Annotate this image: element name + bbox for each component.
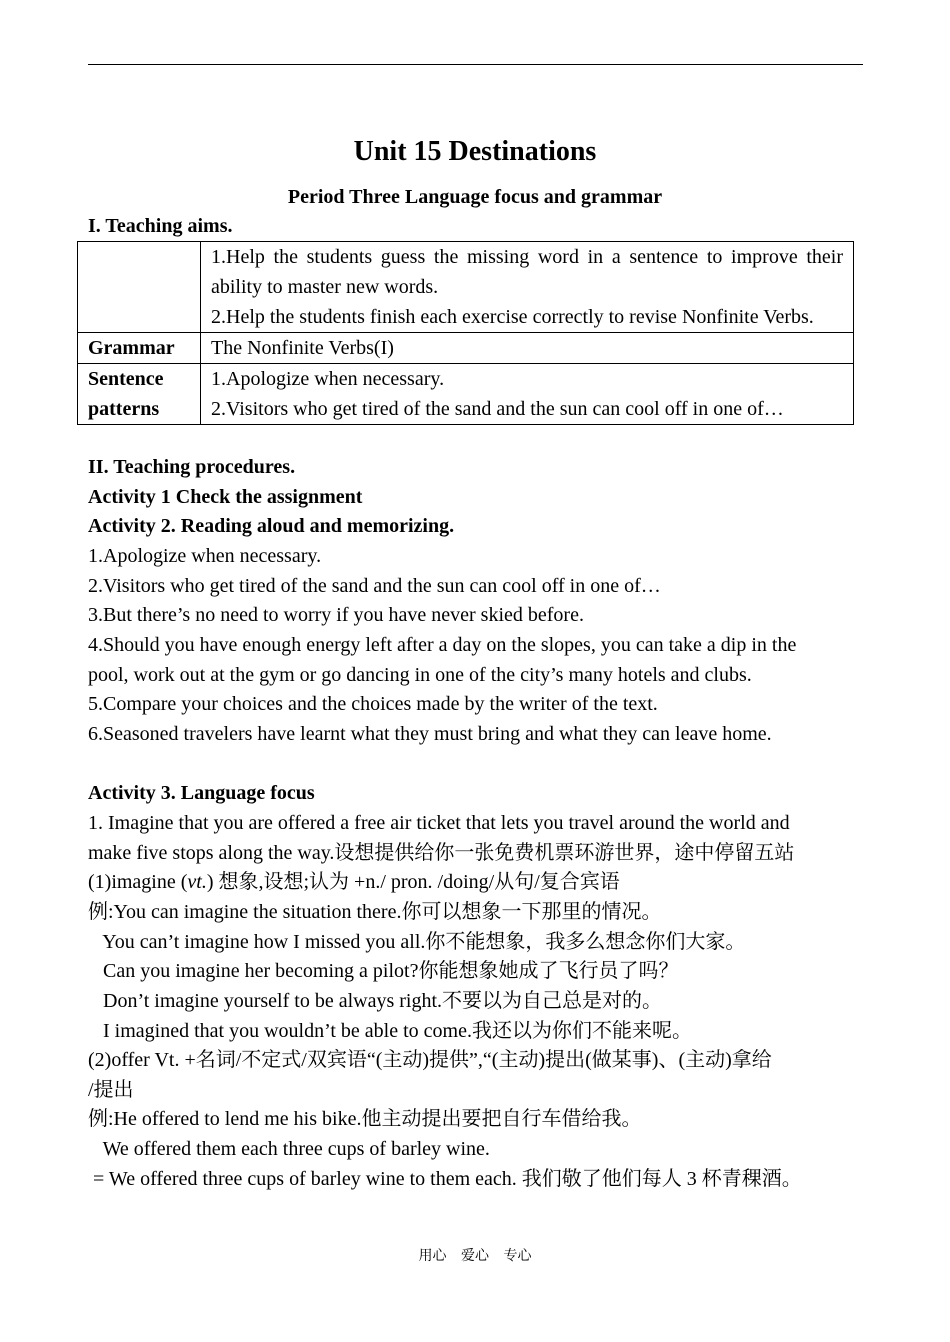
row-content-grammar: The Nonfinite Verbs(I) — [201, 333, 854, 364]
imagine-heading — [88, 867, 620, 897]
offer-heading: (2)offer Vt. +名词/不定式/双宾语“(主动)提供”,“(主动)提出(做某事)、(主动)拿给 — [88, 1049, 772, 1071]
page-subtitle: Period Three Language focus and grammar — [287, 186, 663, 208]
section-teaching-procedures: II. Teaching procedures. — [88, 456, 296, 478]
page-title: Unit 15 Destinations — [353, 136, 597, 167]
sentence-item: 3.But there’s no need to worry if you have never skied before. — [88, 604, 584, 626]
example-line: Don’t imagine yourself to be always right.不要以为自己总是对的。 — [88, 990, 663, 1012]
page-footer: 用心 爱心 专心 — [418, 1248, 532, 1264]
example-line: I imagined that you wouldn’t be able to come.我还以为你们不能来呢。 — [88, 1020, 692, 1042]
row-content-sentence-patterns — [201, 364, 854, 425]
row-label-sentence-patterns — [78, 364, 201, 425]
activity-1-heading: Activity 1 Check the assignment — [88, 486, 363, 508]
teaching-aims-table — [77, 241, 854, 425]
offer-heading-continued: /提出 — [88, 1079, 134, 1101]
table-row — [78, 333, 854, 364]
objective-item: 1.Help the students guess the missing word in a sentence to improve their ability to master new words. — [211, 246, 843, 298]
row-label-grammar: Grammar — [78, 333, 201, 364]
sentence-item: 1.Apologize when necessary. — [88, 545, 322, 567]
objective-item: 2.Help the students finish each exercise correctly to revise Nonfinite Verbs. — [211, 306, 814, 328]
example-line: 例:You can imagine the situation there.你可以想象一下那里的情况。 — [88, 901, 662, 923]
sentence-item: 2.Visitors who get tired of the sand and the sun can cool off in one of… — [88, 575, 661, 597]
imagine-heading-pre: (1)imagine ( — [88, 871, 188, 893]
sentence-item: 6.Seasoned travelers have learnt what they must bring and what they can leave home. — [88, 723, 772, 745]
imagine-heading-post: ) 想象,设想;认为 +n./ pron. /doing/从句/复合宾语 — [206, 871, 620, 893]
sentence-item: 4.Should you have enough energy left after a day on the slopes, you can take a dip in the — [88, 634, 797, 656]
header-rule — [88, 64, 863, 65]
label-line: Sentence — [88, 368, 164, 390]
pattern-item: 1.Apologize when necessary. — [211, 368, 445, 390]
focus-intro-line: 1. Imagine that you are offered a free air ticket that lets you travel around the world and — [88, 812, 790, 834]
pattern-item: 2.Visitors who get tired of the sand and the sun can cool off in one of… — [211, 398, 784, 420]
focus-intro-line: make five stops along the way.设想提供给你一张免费机票环游世界，途中停留五站 — [88, 842, 795, 864]
example-line: You can’t imagine how I missed you all.你不能想象，我多么想念你们大家。 — [88, 931, 746, 953]
example-line: = We offered three cups of barley wine to them each. 我们敬了他们每人 3 杯青稞酒。 — [88, 1168, 802, 1190]
row-label-empty — [78, 242, 201, 333]
imagine-heading-pos: vt. — [187, 871, 207, 893]
table-row — [78, 242, 854, 333]
activity-2-heading: Activity 2. Reading aloud and memorizing. — [88, 515, 455, 537]
sentence-item: 5.Compare your choices and the choices made by the writer of the text. — [88, 693, 658, 715]
example-line: Can you imagine her becoming a pilot?你能想象她成了飞行员了吗？ — [88, 960, 679, 982]
table-row — [78, 364, 854, 425]
label-line: patterns — [88, 398, 160, 420]
example-line: We offered them each three cups of barley wine. — [88, 1138, 490, 1160]
section-teaching-aims: I. Teaching aims. — [88, 215, 233, 237]
row-content-objectives — [201, 242, 854, 333]
activity-3-heading: Activity 3. Language focus — [88, 782, 315, 804]
sentence-item-continued: pool, work out at the gym or go dancing in one of the city’s many hotels and clubs. — [88, 664, 752, 686]
example-line: 例:He offered to lend me his bike.他主动提出要把自行车借给我。 — [88, 1108, 642, 1130]
